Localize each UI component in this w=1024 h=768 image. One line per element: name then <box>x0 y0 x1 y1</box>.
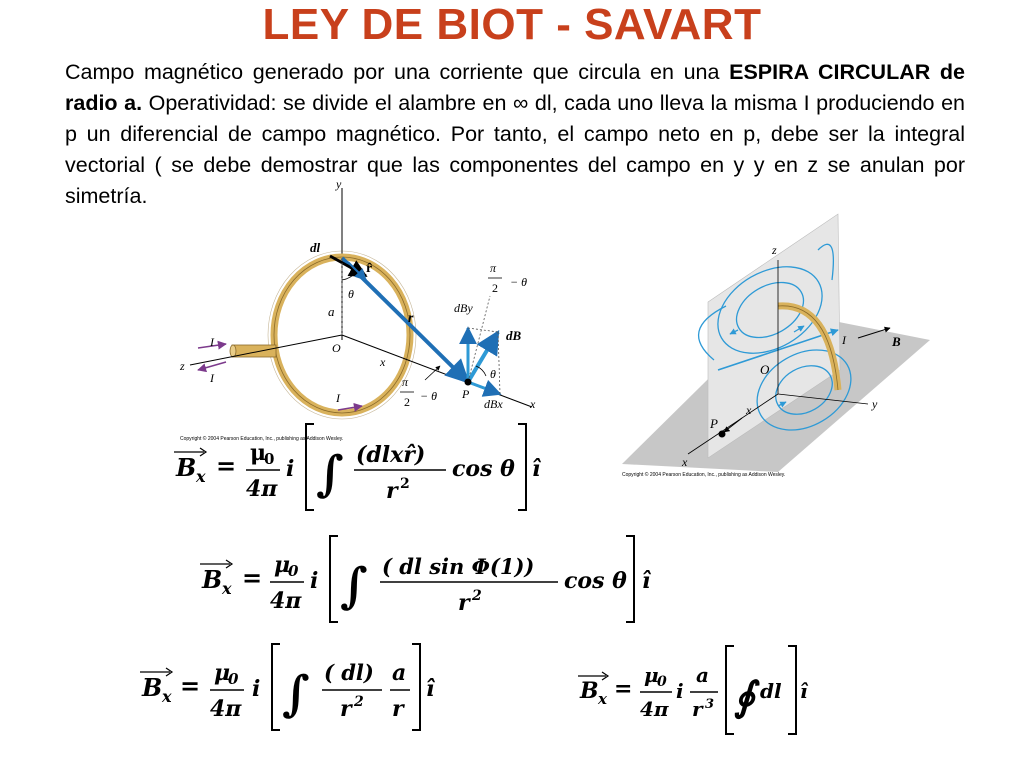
intro-text-2: Operatividad: se divide el alambre en ∞ dl, cada uno lleva la misma I produciendo en p un diferencial de campo magnético. Por tanto, el campo neto en p, debe ser la integral vectorial ( se debe demostrar que las componentes del campo en y y en z se anulan por simetría. <box>65 91 965 208</box>
circular-loop-figure <box>170 180 550 445</box>
point-P-right <box>719 431 726 438</box>
eq1-i-hat: î <box>532 456 541 482</box>
slide-title: LEY DE BIOT - SAVART <box>262 0 762 49</box>
eq2-integral: ∫ <box>340 558 368 614</box>
eq1-r: r <box>386 478 398 504</box>
label-dl: dl <box>310 240 321 255</box>
eq2-4pi: 4π <box>270 588 302 614</box>
label-z-right: z <box>772 243 777 257</box>
eq4-dl: dl <box>760 679 782 703</box>
dBx-vector <box>468 382 500 394</box>
label-x-mid: x <box>380 355 386 369</box>
eq3-r-den: r <box>392 696 404 722</box>
label-r-hat: r̂ <box>366 261 373 276</box>
eq2-mu-sub: 0 <box>288 562 299 580</box>
label-y: y <box>336 180 342 191</box>
label-B-right: B <box>892 334 901 349</box>
eq3-x-sub: x <box>162 687 172 706</box>
eq2-i: i <box>310 568 319 594</box>
eq2-i-hat: î <box>642 568 651 594</box>
eq1-r-exp: 2 <box>400 476 410 492</box>
eq1-x-sub: x <box>196 467 206 486</box>
eq1-i: i <box>286 456 295 482</box>
eq4-a: a <box>696 663 709 687</box>
eq4-bracket-left <box>726 646 734 734</box>
label-r: r <box>408 311 414 326</box>
eq4-i-hat: î <box>800 679 808 703</box>
eq3-integral: ∫ <box>282 666 310 722</box>
eq3-r: r <box>340 696 352 722</box>
eq3-r-exp: 2 <box>354 694 364 710</box>
label-two-bottom: 2 <box>404 395 410 409</box>
intro-bold: ESPIRA CIRCULAR de radio a. <box>65 60 965 115</box>
eq1-4pi: 4π <box>246 476 278 502</box>
label-pi-top: π <box>490 261 497 275</box>
eq1-bracket-right <box>518 424 526 510</box>
eq4-r: r <box>692 697 703 721</box>
eq1-mu: μ <box>250 440 267 466</box>
label-P-right: P <box>710 416 718 431</box>
label-dBx: dBx <box>484 397 503 411</box>
eq4-contour-integral: ∮ <box>734 673 755 720</box>
eq1-equals: = <box>216 451 237 480</box>
label-x-mid-right: x <box>746 403 752 417</box>
label-pi-bottom: π <box>402 375 409 389</box>
eq2-B: B <box>202 565 223 594</box>
eq4-4pi: 4π <box>640 697 669 721</box>
eq1-B: B <box>176 453 197 482</box>
eq4-x-sub: x <box>598 690 607 708</box>
eq2-x-sub: x <box>222 579 232 598</box>
label-dBy: dBy <box>454 301 473 315</box>
label-theta-P: θ <box>490 367 496 381</box>
point-P <box>465 379 472 386</box>
eq3-mu-sub: 0 <box>228 670 239 688</box>
label-I-right: I <box>842 333 846 347</box>
label-I-out: I <box>210 371 214 385</box>
equation-4 <box>574 642 824 742</box>
eq3-bracket-left <box>272 644 280 730</box>
eq1-mu-sub: 0 <box>264 450 275 468</box>
label-dB: dB <box>506 328 522 343</box>
eq3-i: i <box>252 676 261 702</box>
eq4-equals: = <box>614 676 633 702</box>
copyright-right: Copyright © 2004 Pearson Education, Inc., publishing as Addison Wesley. <box>622 472 786 478</box>
label-O: O <box>332 341 341 355</box>
eq3-mu: μ <box>214 660 231 686</box>
eq3-4pi: 4π <box>210 696 242 722</box>
intro-text-1: Campo magnético generado por una corriente que circula en una <box>65 60 730 84</box>
eq2-bracket-right <box>626 536 634 622</box>
label-x-end-right: x <box>682 455 688 469</box>
copyright-left: Copyright © 2004 Pearson Education, Inc., publishing as Addison Wesley. <box>180 436 344 442</box>
label-x-end: x <box>530 397 536 411</box>
label-two-top: 2 <box>492 281 498 295</box>
pointer-line <box>425 366 440 380</box>
eq3-B: B <box>142 673 163 702</box>
eq1-numerator: (dlxr̂) <box>356 442 426 468</box>
eq3-i-hat: î <box>426 676 435 702</box>
eq1-cos-theta: cos θ <box>452 456 515 482</box>
eq2-equals: = <box>242 563 263 592</box>
eq3-equals: = <box>180 671 201 700</box>
label-a: a <box>328 304 335 319</box>
eq4-B: B <box>580 678 599 704</box>
eq4-bracket-right <box>788 646 796 734</box>
eq2-cos-theta: cos θ <box>564 568 627 594</box>
equation-3 <box>136 640 446 740</box>
eq2-r: r <box>458 590 470 616</box>
eq1-integral: ∫ <box>316 446 344 502</box>
label-I-in: I <box>210 335 214 349</box>
label-z: z <box>180 359 185 373</box>
field-lines-figure <box>618 210 930 478</box>
eq2-mu: μ <box>274 552 291 578</box>
eq4-mu-sub: 0 <box>657 674 667 690</box>
eq4-i: i <box>676 679 684 703</box>
x-axis <box>342 335 532 407</box>
eq2-numerator: ( dl sin Φ(1)) <box>382 554 535 579</box>
label-minus-theta-bottom: − θ <box>420 389 437 403</box>
label-minus-theta-top: − θ <box>510 275 527 289</box>
eq1-bracket-left <box>306 424 314 510</box>
eq3-bracket-right <box>412 644 420 730</box>
eq3-a: a <box>392 660 407 686</box>
eq4-mu: μ <box>644 663 659 687</box>
label-y-right: y <box>872 397 878 411</box>
label-O-right: O <box>760 362 770 377</box>
label-I-loop: I <box>336 391 340 405</box>
current-arrow-out <box>198 362 226 370</box>
equation-1 <box>168 418 568 518</box>
eq2-r-exp: 2 <box>472 588 482 604</box>
eq3-numerator: ( dl) <box>324 660 374 685</box>
eq2-bracket-left <box>330 536 338 622</box>
equation-2 <box>196 532 676 632</box>
label-P: P <box>462 387 470 401</box>
eq4-r-exp: 3 <box>705 697 715 712</box>
label-theta-top: θ <box>348 287 354 301</box>
